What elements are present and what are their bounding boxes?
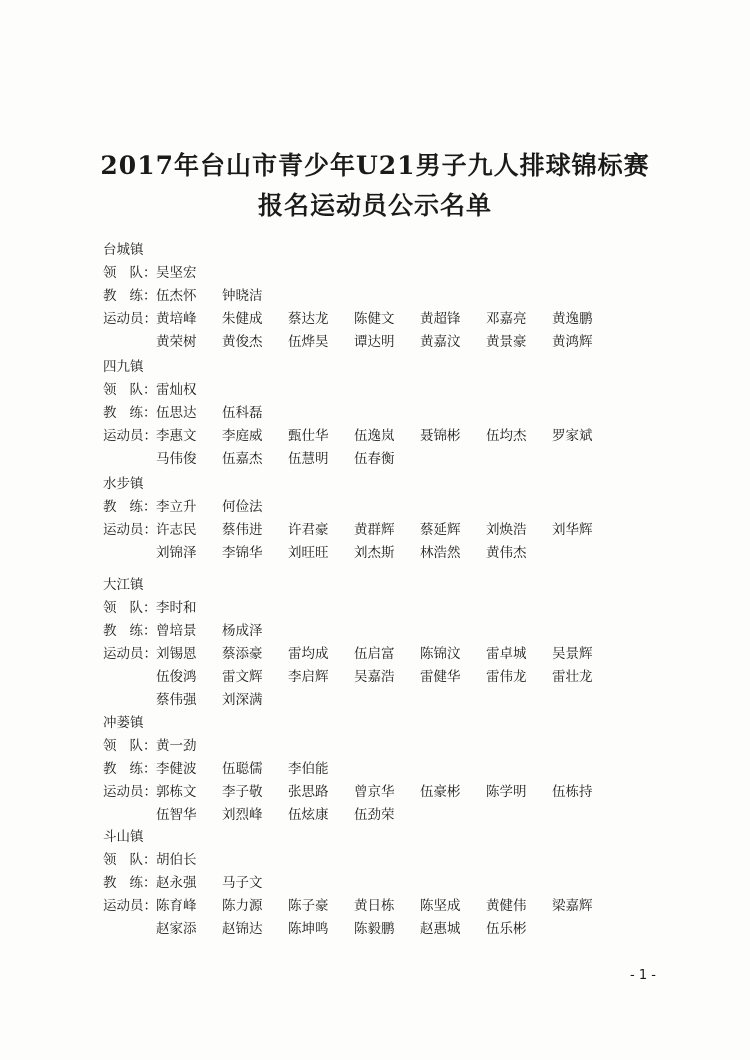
- athlete-label: 运动员：: [103, 898, 157, 914]
- athlete-name: 伍炫康: [288, 807, 329, 823]
- athlete-name: 伍乐彬: [486, 921, 527, 937]
- athlete-name: 赵家添: [156, 921, 197, 937]
- athlete-name: 蔡伟进: [222, 522, 263, 538]
- coach-name: 曾培景: [156, 623, 197, 639]
- athlete-name: 黄群辉: [354, 522, 395, 538]
- athlete-row: [103, 643, 663, 666]
- athlete-name: 伍俊鸿: [156, 669, 197, 685]
- athlete-label: 运动员：: [103, 522, 157, 538]
- athlete-row: [103, 542, 663, 565]
- athlete-name: 黄景豪: [486, 334, 527, 350]
- athlete-row: [103, 425, 663, 448]
- leader-label: 领 队：: [103, 738, 157, 754]
- label-spacer: [103, 804, 156, 827]
- athlete-name: 谭达明: [354, 334, 395, 350]
- athlete-name: 伍豪彬: [420, 784, 461, 800]
- athlete-name: 蔡达龙: [288, 311, 329, 327]
- athlete-name: 蔡伟强: [156, 692, 197, 708]
- athlete-name: 黄伟杰: [486, 545, 527, 561]
- athlete-name: 雷文辉: [222, 669, 263, 685]
- athlete-name: 陈坚成: [420, 898, 461, 914]
- town-section: [103, 473, 663, 565]
- athlete-name: 陈锦汶: [420, 646, 461, 662]
- athlete-names: [156, 666, 618, 689]
- town-name: 台城镇: [103, 242, 144, 258]
- athlete-name: 马伟俊: [156, 451, 197, 467]
- athlete-name: 许志民: [156, 522, 197, 538]
- athlete-names: [156, 918, 552, 941]
- athlete-name: 陈育峰: [156, 898, 197, 914]
- athlete-names: [156, 689, 288, 712]
- athlete-name: 朱健成: [222, 311, 263, 327]
- athlete-row: [103, 804, 663, 827]
- coach-name: 赵永强: [156, 875, 197, 891]
- athlete-row: [103, 308, 663, 331]
- athlete-name: 蔡延辉: [420, 522, 461, 538]
- label-spacer: [103, 542, 156, 565]
- athlete-row: [103, 781, 663, 804]
- athlete-name: 黄嘉汶: [420, 334, 461, 350]
- athlete-name: 刘旺旺: [288, 545, 329, 561]
- athlete-names: [156, 519, 618, 542]
- athlete-row: [103, 448, 663, 471]
- athlete-name: 刘华辉: [552, 522, 593, 538]
- athlete-name: 刘锦泽: [156, 545, 197, 561]
- leader-name: 胡伯长: [156, 852, 197, 868]
- athlete-name: 甄仕华: [288, 428, 329, 444]
- athlete-label: 运动员：: [103, 784, 157, 800]
- athlete-name: 林浩然: [420, 545, 461, 561]
- athlete-name: 曾京华: [354, 784, 395, 800]
- town-name: 大江镇: [103, 577, 144, 593]
- athlete-name: 陈学明: [486, 784, 527, 800]
- leader-label: 领 队：: [103, 265, 157, 281]
- coach-row: [103, 285, 663, 308]
- athlete-name: 雷健华: [420, 669, 461, 685]
- athlete-name: 蔡添豪: [222, 646, 263, 662]
- label-spacer: [103, 689, 156, 712]
- athlete-name: 吴景辉: [552, 646, 593, 662]
- athlete-name: 张思路: [288, 784, 329, 800]
- athlete-name: 雷伟龙: [486, 669, 527, 685]
- athlete-name: 聂锦彬: [420, 428, 461, 444]
- document-title: 2017年台山市青少年U21男子九人排球锦标赛: [100, 151, 650, 180]
- leader-names: [156, 262, 222, 285]
- town-name: 四九镇: [103, 359, 144, 375]
- town-section: [103, 356, 663, 471]
- leader-label: 领 队：: [103, 600, 157, 616]
- athlete-name: 黄健伟: [486, 898, 527, 914]
- athlete-name: 赵锦达: [222, 921, 263, 937]
- town-section: [103, 826, 663, 941]
- coach-row: [103, 496, 663, 519]
- leader-name: 吴坚宏: [156, 265, 197, 281]
- coach-name: 杨成泽: [222, 623, 263, 639]
- town-section: [103, 712, 663, 827]
- athlete-name: 刘深满: [222, 692, 263, 708]
- leader-name: 黄一劲: [156, 738, 197, 754]
- coach-row: [103, 402, 663, 425]
- coach-label: 教 练：: [103, 405, 157, 421]
- coach-label: 教 练：: [103, 875, 157, 891]
- coach-name: 伍杰怀: [156, 288, 197, 304]
- coach-name: 伍聪儒: [222, 761, 263, 777]
- label-spacer: [103, 331, 156, 354]
- coach-name: 伍思达: [156, 405, 197, 421]
- athlete-name: 刘烈峰: [222, 807, 263, 823]
- coach-names: [156, 620, 288, 643]
- leader-names: [156, 849, 222, 872]
- athlete-name: 黄鸿辉: [552, 334, 593, 350]
- athlete-name: 雷壮龙: [552, 669, 593, 685]
- athlete-row: [103, 918, 663, 941]
- town-name: 斗山镇: [103, 829, 144, 845]
- athlete-name: 吴嘉浩: [354, 669, 395, 685]
- athlete-names: [156, 781, 618, 804]
- athlete-name: 黄超锋: [420, 311, 461, 327]
- athlete-names: [156, 448, 420, 471]
- athlete-name: 陈子豪: [288, 898, 329, 914]
- athlete-name: 邓嘉亮: [486, 311, 527, 327]
- athlete-name: 黄培峰: [156, 311, 197, 327]
- athlete-name: 伍均杰: [486, 428, 527, 444]
- athlete-name: 刘杰斯: [354, 545, 395, 561]
- athlete-name: 黄荣树: [156, 334, 197, 350]
- athlete-name: 伍春衡: [354, 451, 395, 467]
- leader-names: [156, 379, 222, 402]
- athlete-name: 梁嘉辉: [552, 898, 593, 914]
- athlete-name: 许君豪: [288, 522, 329, 538]
- coach-name: 李伯能: [288, 761, 329, 777]
- athlete-row: [103, 331, 663, 354]
- page-number: - 1 -: [630, 968, 656, 983]
- athlete-name: 伍嘉杰: [222, 451, 263, 467]
- leader-names: [156, 735, 222, 758]
- athlete-name: 伍逸岚: [354, 428, 395, 444]
- leader-row: [103, 849, 663, 872]
- coach-label: 教 练：: [103, 288, 157, 304]
- athlete-row: [103, 689, 663, 712]
- leader-row: [103, 735, 663, 758]
- athlete-label: 运动员：: [103, 311, 157, 327]
- athlete-row: [103, 666, 663, 689]
- document-subtitle: 报名运动员公示名单: [257, 191, 492, 220]
- athlete-name: 伍劲荣: [354, 807, 395, 823]
- coach-name: 伍科磊: [222, 405, 263, 421]
- town-section: [103, 239, 663, 354]
- athlete-name: 雷均成: [288, 646, 329, 662]
- athlete-name: 黄日栋: [354, 898, 395, 914]
- athlete-names: [156, 542, 552, 565]
- town-name: 冲蒌镇: [103, 715, 144, 731]
- coach-names: [156, 758, 354, 781]
- athlete-names: [156, 804, 420, 827]
- athlete-name: 李锦华: [222, 545, 263, 561]
- leader-row: [103, 262, 663, 285]
- athlete-names: [156, 331, 618, 354]
- town-name: 水步镇: [103, 476, 144, 492]
- athlete-name: 伍栋持: [552, 784, 593, 800]
- label-spacer: [103, 448, 156, 471]
- coach-label: 教 练：: [103, 623, 157, 639]
- athlete-name: 郭栋文: [156, 784, 197, 800]
- athlete-name: 伍烨昊: [288, 334, 329, 350]
- athlete-name: 陈坤鸣: [288, 921, 329, 937]
- athlete-name: 伍启富: [354, 646, 395, 662]
- athlete-names: [156, 895, 618, 918]
- leader-label: 领 队：: [103, 852, 157, 868]
- leader-name: 雷灿权: [156, 382, 197, 398]
- athlete-name: 雷卓城: [486, 646, 527, 662]
- athlete-name: 陈健文: [354, 311, 395, 327]
- athlete-name: 李庭威: [222, 428, 263, 444]
- coach-name: 李健波: [156, 761, 197, 777]
- athlete-name: 罗家斌: [552, 428, 593, 444]
- coach-name: 钟晓洁: [222, 288, 263, 304]
- athlete-label: 运动员：: [103, 646, 157, 662]
- coach-label: 教 练：: [103, 761, 157, 777]
- athlete-name: 赵惠城: [420, 921, 461, 937]
- coach-names: [156, 872, 288, 895]
- town-section: [103, 574, 663, 712]
- athlete-name: 李子敬: [222, 784, 263, 800]
- coach-name: 李立升: [156, 499, 197, 515]
- coach-row: [103, 758, 663, 781]
- athlete-names: [156, 643, 618, 666]
- coach-row: [103, 620, 663, 643]
- coach-label: 教 练：: [103, 499, 157, 515]
- coach-names: [156, 285, 288, 308]
- coach-names: [156, 496, 288, 519]
- athlete-row: [103, 895, 663, 918]
- coach-row: [103, 872, 663, 895]
- coach-names: [156, 402, 288, 425]
- athlete-name: 李惠文: [156, 428, 197, 444]
- label-spacer: [103, 918, 156, 941]
- coach-name: 马子文: [222, 875, 263, 891]
- athlete-label: 运动员：: [103, 428, 157, 444]
- leader-name: 李时和: [156, 600, 197, 616]
- athlete-name: 刘锡恩: [156, 646, 197, 662]
- athlete-name: 陈毅鹏: [354, 921, 395, 937]
- athlete-name: 黄逸鹏: [552, 311, 593, 327]
- leader-names: [156, 597, 222, 620]
- athlete-names: [156, 425, 618, 448]
- athlete-name: 伍慧明: [288, 451, 329, 467]
- athlete-name: 李启辉: [288, 669, 329, 685]
- athlete-names: [156, 308, 618, 331]
- leader-label: 领 队：: [103, 382, 157, 398]
- athlete-row: [103, 519, 663, 542]
- coach-name: 何俭法: [222, 499, 263, 515]
- athlete-name: 黄俊杰: [222, 334, 263, 350]
- label-spacer: [103, 666, 156, 689]
- leader-row: [103, 379, 663, 402]
- athlete-name: 刘焕浩: [486, 522, 527, 538]
- leader-row: [103, 597, 663, 620]
- athlete-name: 陈力源: [222, 898, 263, 914]
- athlete-name: 伍智华: [156, 807, 197, 823]
